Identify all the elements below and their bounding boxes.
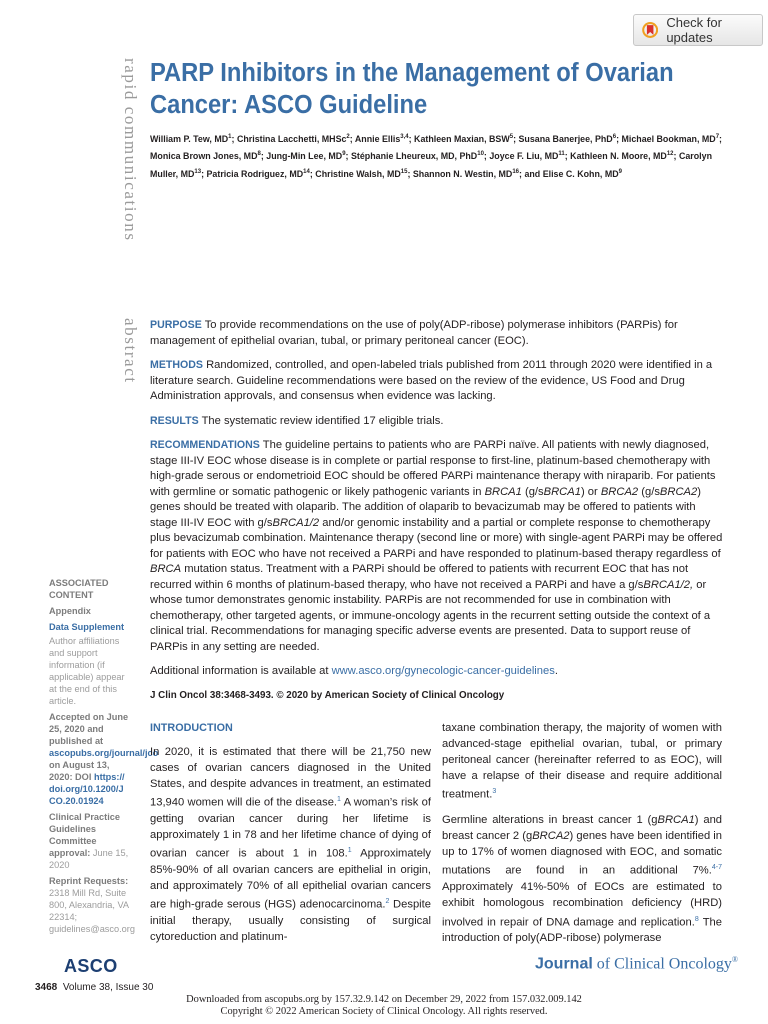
reprint-address: 2318 Mill Rd, Suite 800, Alexandria, VA 22314; guidelines@asco.org: [49, 888, 135, 934]
author-affiliation: 13: [194, 167, 202, 175]
rec-text-6: and/or genomic instability and a partial or complete response to chemotherapy plus bevacizumab combination. Maintenance therapy (second line or more) with single-agent PARPi may be offered for patients with EOC who have not received a PARPi and have responded to platinum-based therapy regardless of: [150, 516, 723, 560]
abstract: [150, 318, 723, 712]
methods-text: Randomized, controlled, and open-labeled trials published from 2011 through 2020 were identified in a literature search. Guideline recommendations were based on the review of the evidence, US Food and Drug Administration approvals, and consensus when evidence was lacking.: [150, 359, 713, 402]
accepted-info: [49, 711, 159, 807]
author-list: [150, 130, 733, 182]
check-for-updates-label: Check for updates: [666, 15, 722, 45]
author-name: Michael Bookman, MD: [621, 134, 716, 146]
recommendations-label: RECOMMENDATIONS: [150, 439, 260, 451]
abstract-methods: [150, 358, 723, 405]
journal-url-link[interactable]: ascopubs.org/journal/jco: [49, 748, 159, 758]
bookmark-ring-icon: [642, 21, 658, 39]
p3-text-c: ) genes have been identified in up to 17% of women diagnosed with EOC, and somatic mutations are found in an additional 7%.: [442, 830, 722, 878]
gene-brca1: BRCA1: [657, 814, 695, 827]
gene-brca2: BRCA2: [659, 485, 698, 498]
p1-text-c: Approximately 85%-90% of all ovarian cancers are epithelial in origin, and approximately 70% of all epithelial ovarian cancers are high-grade serous (HGS) adenocarcinoma.: [150, 848, 432, 912]
copyright-line: Copyright © 2022 American Society of Clinical Oncology. All rights reserved.: [220, 1006, 548, 1017]
guidelines-link[interactable]: www.asco.org/gynecologic-cancer-guidelines: [331, 665, 555, 677]
author-separator: ;: [231, 134, 237, 146]
article-title: PARP Inhibitors in the Management of Ovarian Cancer: ASCO Guideline: [150, 59, 674, 119]
author-name: Joyce F. Liu, MD: [489, 151, 559, 163]
author-affiliation: 9: [342, 150, 346, 158]
ref-link[interactable]: 8: [694, 915, 699, 923]
results-label: RESULTS: [150, 414, 199, 427]
author-affiliation: 12: [666, 150, 674, 158]
author-separator: ;: [673, 151, 679, 163]
author-separator: ;: [201, 168, 207, 180]
p3-text-a: Germline alterations in breast cancer 1 (g: [442, 814, 658, 827]
download-line: Downloaded from ascopubs.org by 157.32.9.142 on December 29, 2022 from 157.032.009.142: [186, 994, 582, 1005]
author-separator: ;: [564, 151, 571, 163]
author-separator: ;: [616, 134, 622, 146]
body-column-left: [150, 720, 431, 954]
author-affiliation: 2: [346, 133, 350, 140]
appendix-link[interactable]: Appendix: [49, 606, 91, 616]
check-for-updates-button[interactable]: [633, 14, 763, 46]
ref-link[interactable]: 2: [385, 898, 390, 906]
gene-brca12: BRCA1/2,: [643, 578, 694, 591]
gene-brca: BRCA: [150, 563, 182, 575]
gene-brca2: BRCA2: [600, 485, 639, 498]
gene-brca12: BRCA1/2: [272, 516, 320, 529]
purpose-text: To provide recommendations on the use of poly(ADP-ribose) polymerase inhibitors (PARPis) for management of epithelial ovarian, tubal, or primary peritoneal cancer (EOC).: [150, 319, 678, 347]
additional-info-text: Additional information is available at: [150, 665, 332, 677]
download-notice: [0, 994, 768, 1018]
results-text: The systematic review identified 17 eligible trials.: [201, 414, 444, 427]
author-name: Susana Banerjee, PhD: [518, 134, 613, 146]
author-separator: ;: [349, 134, 355, 146]
rec-text-3: ) or: [580, 485, 601, 498]
rec-text-2: (g/s: [521, 485, 544, 498]
author-name: Kathleen N. Moore, MD: [570, 151, 667, 163]
page-number: 3468: [35, 982, 58, 993]
gene-brca2: BRCA2: [532, 830, 570, 843]
journal-logo-rest: of Clinical Oncology: [592, 955, 732, 973]
author-name: Monica Brown Jones, MD: [150, 151, 258, 163]
author-separator: ;: [719, 134, 723, 146]
abstract-results: [150, 414, 723, 430]
author-affiliation: 6: [612, 133, 617, 140]
author-separator: ;: [408, 134, 415, 146]
rec-text-7: mutation status. Treatment with a PARPi should be offered to patients with recurrent EOC that has not recurred within 6 months of platinum-based therapy, who have not received a PARPi and have a g/s: [150, 563, 689, 591]
journal-logo: Journal of Clinical Oncology®: [535, 955, 738, 973]
rec-text-1: The guideline pertains to patients who are PARPi naïve. All patients with newly diagnosed, stage III-IV EOC whose disease is in complete or partial response to first-line, platinum-based chemotherapy with high-grade serous or endometrioid EOC should be offered PARPi maintenance therapy with niraparib. For patients with germline or somatic pathogenic or likely pathogenic variants in: [150, 439, 716, 498]
rec-text-8: or whose tumor demonstrates genomic instability. PARPis are not recommended for use in combination with chemotherapy, other targeted agents, or immune-oncology agents in the recurrent setting outside the context of a clinical trial. Recommendations for managing specific adverse events are presented. Data to support reuse of PARPis in any setting are needed.: [150, 578, 711, 653]
p3-text-e: The introduction of poly(ADP-ribose) polymerase: [442, 916, 722, 945]
purpose-label: PURPOSE: [150, 319, 202, 331]
author-separator: ;: [407, 168, 413, 180]
author-name: and Elise C. Kohn, MD: [524, 168, 619, 180]
side-label-abstract: abstract: [121, 318, 140, 384]
author-affiliation: 15: [400, 167, 408, 175]
affiliations-note: Author affiliations and support information (if applicable) appear at the end of this article.: [49, 636, 125, 706]
accepted-text: Accepted on June 25, 2020 and published at: [49, 712, 129, 746]
author-name: Jung-Min Lee, MD: [266, 151, 343, 163]
author-separator: ;: [519, 168, 525, 180]
author-affiliation: 16: [512, 167, 520, 175]
rec-text-4: (g/s: [638, 485, 660, 498]
author-separator: ;: [483, 151, 490, 163]
author-name: William P. Tew, MD: [150, 134, 229, 146]
article-sidebar: [49, 577, 159, 935]
author-separator: ;: [513, 134, 519, 146]
ref-link[interactable]: 1: [337, 796, 341, 804]
committee-label: Clinical Practice Guidelines Committee approval:: [49, 812, 120, 858]
asco-logo: ASCO: [64, 956, 118, 976]
author-affiliation: 10: [477, 150, 484, 158]
author-affiliation: 14: [303, 167, 310, 175]
ref-link[interactable]: 3: [492, 788, 497, 796]
committee-info: [49, 811, 129, 871]
reprint-label: Reprint Requests:: [49, 876, 129, 886]
body-column-right: [442, 720, 722, 955]
author-name: Shannon N. Westin, MD: [412, 168, 513, 180]
author-affiliation: 5: [509, 133, 514, 140]
intro-paragraph-2: [442, 720, 722, 803]
author-name: Stéphanie Lheureux, MD, PhD: [350, 151, 478, 163]
p3-text-d: Approximately 41%-50% of EOCs are estimated to exhibit homologous recombination deficiency (HRD) involved in repair of DNA damage and replication.: [442, 881, 722, 929]
side-label-rapid-communications: rapid communications: [121, 58, 140, 242]
journal-citation: J Clin Oncol 38:3468-3493. © 2020 by American Society of Clinical Oncology: [150, 689, 505, 701]
gene-brca1: BRCA1: [543, 485, 581, 498]
author-name: Christina Lacchetti, MHSc: [236, 134, 347, 146]
ref-link[interactable]: 1: [347, 847, 352, 855]
page-footer: [35, 982, 153, 993]
author-name: Carolyn Muller, MD: [150, 151, 713, 180]
author-separator: ;: [260, 151, 267, 163]
additional-info-end: .: [554, 665, 558, 677]
data-supplement-link[interactable]: Data Supplement: [49, 622, 125, 632]
abstract-purpose: [150, 318, 723, 349]
p1-text-d: Despite initial therapy, usually consisting of surgical cytoreduction and platinum-: [150, 899, 431, 944]
intro-paragraph-1: [150, 744, 431, 945]
p2-text: taxane combination therapy, the majority of women with advanced-stage epithelial ovarian, tubal, or primary peritoneal cancer (hereinafter referred to as EOC), will have a relapse of their disease and require additional treatment.: [442, 722, 722, 802]
ref-link[interactable]: 4-7: [711, 864, 722, 872]
p1-text-b: A woman’s risk of getting ovarian cancer during her lifetime is approximately 1 in 78 and her lifetime chance of dying of ovarian cancer is about 1 in 108.: [150, 797, 431, 861]
rec-text-5: ) genes should be treated with olaparib. The addition of olaparib to bevacizumab may be offered to patients with stage III-IV EOC with g/s: [150, 485, 701, 529]
volume-issue: Volume 38, Issue 30: [62, 982, 154, 993]
author-separator: ;: [345, 151, 351, 163]
author-affiliation: 11: [558, 150, 565, 158]
doi-link[interactable]: https://doi.org/10.1200/JCO.20.01924: [49, 772, 125, 806]
introduction-heading: INTRODUCTION: [150, 722, 233, 734]
author-name: Kathleen Maxian, BSW: [414, 134, 510, 146]
gene-brca1: BRCA1: [484, 485, 522, 498]
intro-paragraph-3: [442, 812, 722, 946]
author-name: Patricia Rodriguez, MD: [206, 168, 304, 180]
author-name: Christine Walsh, MD: [315, 168, 401, 180]
p1-text-a: In 2020, it is estimated that there will be 21,750 new cases of ovarian cancers diagnosed in the United States, and despite advances in treatment, an estimated 13,940 women will die of the disease.: [150, 746, 431, 810]
methods-label: METHODS: [150, 359, 203, 371]
content-label: CONTENT: [49, 590, 94, 600]
accepted-text-2: on August 13, 2020: DOI: [49, 760, 110, 782]
journal-logo-word: Journal: [535, 955, 593, 973]
committee-date: June 15, 2020: [49, 848, 129, 870]
associated-label: ASSOCIATED: [49, 578, 109, 588]
author-affiliation: 3,4: [400, 133, 409, 140]
p3-text-b: ) and breast cancer 2 (g: [442, 814, 723, 843]
author-name: Annie Ellis: [354, 134, 401, 146]
author-affiliation: 1: [228, 133, 232, 140]
author-affiliation: 9: [618, 167, 622, 175]
author-affiliation: 7: [715, 133, 720, 140]
author-separator: ;: [309, 168, 316, 180]
abstract-recommendations: [150, 438, 723, 655]
author-affiliation: 8: [257, 150, 261, 158]
additional-info: [150, 664, 723, 680]
